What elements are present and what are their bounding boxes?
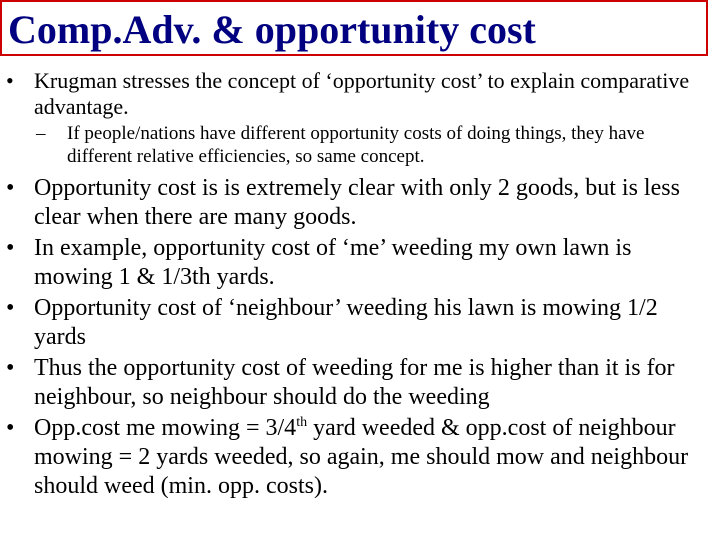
sub-bullet-item <box>0 122 712 168</box>
bullet-item <box>0 174 712 232</box>
superscript: th <box>296 415 308 430</box>
bullet-item <box>0 234 712 292</box>
bullet-icon: • <box>6 235 15 261</box>
sub-bullet-text: If people/nations have different opportunity costs of doing things, they have different relative efficiencies, so same concept. <box>67 123 645 167</box>
bullet-item <box>0 68 712 120</box>
bullet-text: Opportunity cost of ‘neighbour’ weeding his lawn is mowing 1/2 yards <box>34 295 658 350</box>
bullet-icon: • <box>6 175 15 201</box>
bullet-icon: • <box>6 355 15 381</box>
title-frame <box>0 0 708 56</box>
bullet-text-before: Opp.cost me mowing = 3/4 <box>34 415 297 441</box>
bullet-text-after: yard weeded & opp.cost of neighbour mowing = 2 yards weeded, so again, me should mow and neighbour should weed (min. opp. costs). <box>34 415 689 499</box>
bullet-text: Opportunity cost is is extremely clear with only 2 goods, but is less clear when there are many goods. <box>34 175 680 230</box>
bullet-text: Thus the opportunity cost of weeding for me is higher than it is for neighbour, so neighbour should do the weeding <box>34 355 675 410</box>
bullet-icon: • <box>6 68 14 93</box>
bullet-text: In example, opportunity cost of ‘me’ weeding my own lawn is mowing 1 & 1/3th yards. <box>34 235 632 290</box>
dash-icon: – <box>36 123 46 144</box>
bullet-text: Krugman stresses the concept of ‘opportunity cost’ to explain comparative advantage. <box>34 68 690 119</box>
bullet-item <box>0 294 712 352</box>
bullet-icon: • <box>6 415 15 441</box>
slide-body <box>0 68 712 503</box>
bullet-item <box>0 354 712 412</box>
bullet-icon: • <box>6 295 15 321</box>
bullet-item <box>0 414 712 501</box>
slide-title: Comp.Adv. & opportunity cost <box>8 7 536 52</box>
